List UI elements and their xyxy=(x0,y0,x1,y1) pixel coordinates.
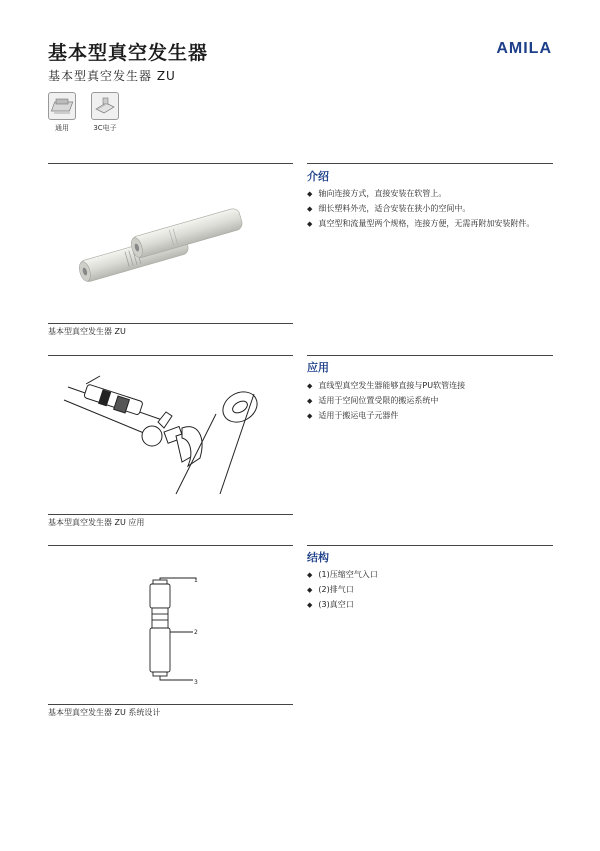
callout-2: 2 xyxy=(194,629,198,636)
list-item: ◆ 适用于搬运电子元器件 xyxy=(307,408,465,423)
list-item: ◆ 轴向连接方式，直接安装在软管上。 xyxy=(307,186,534,201)
tag-general xyxy=(48,92,76,133)
tag-electronics xyxy=(91,92,119,133)
figure-caption: 基本型真空发生器 ZU xyxy=(48,327,126,336)
divider xyxy=(48,704,293,705)
divider xyxy=(307,163,553,164)
brand-logo: AMILA xyxy=(496,40,552,57)
general-purpose-icon xyxy=(48,92,76,120)
divider xyxy=(48,545,293,546)
list-item: ◆ 直线型真空发生器能够直接与PU软管连接 xyxy=(307,378,465,393)
divider xyxy=(48,323,293,324)
section-heading-intro: 介绍 xyxy=(307,170,329,183)
list-item: ◆ (2)排气口 xyxy=(307,582,378,597)
callout-3: 3 xyxy=(194,679,198,686)
application-drawing xyxy=(48,362,293,510)
list-item: ◆ (1)压缩空气入口 xyxy=(307,567,378,582)
product-photo xyxy=(48,170,293,320)
page-title: 基本型真空发生器 xyxy=(48,42,209,64)
callout-1: 1 xyxy=(194,577,198,584)
divider xyxy=(48,355,293,356)
divider xyxy=(48,514,293,515)
divider xyxy=(48,163,293,164)
tag-label: 通用 xyxy=(55,124,69,132)
figure-caption: 基本型真空发生器 ZU 应用 xyxy=(48,518,145,527)
intro-bullet-list xyxy=(307,186,534,231)
divider xyxy=(307,545,553,546)
page-subtitle: 基本型真空发生器 ZU xyxy=(48,69,176,83)
electronics-3c-icon xyxy=(91,92,119,120)
application-bullet-list xyxy=(307,378,465,423)
list-item: ◆ 细长塑料外壳，适合安装在狭小的空间中。 xyxy=(307,201,534,216)
list-item: ◆ (3)真空口 xyxy=(307,597,378,612)
structure-diagram xyxy=(140,574,210,694)
divider xyxy=(307,355,553,356)
list-item: ◆ 真空型和流量型两个规格，连接方便，无需再附加安装附件。 xyxy=(307,216,534,231)
section-heading-structure: 结构 xyxy=(307,551,329,564)
list-item: ◆ 适用于空间位置受限的搬运系统中 xyxy=(307,393,465,408)
structure-bullet-list xyxy=(307,567,378,612)
tag-label: 3C电子 xyxy=(93,124,117,132)
section-heading-application: 应用 xyxy=(307,361,329,374)
figure-caption: 基本型真空发生器 ZU 系统设计 xyxy=(48,708,161,717)
